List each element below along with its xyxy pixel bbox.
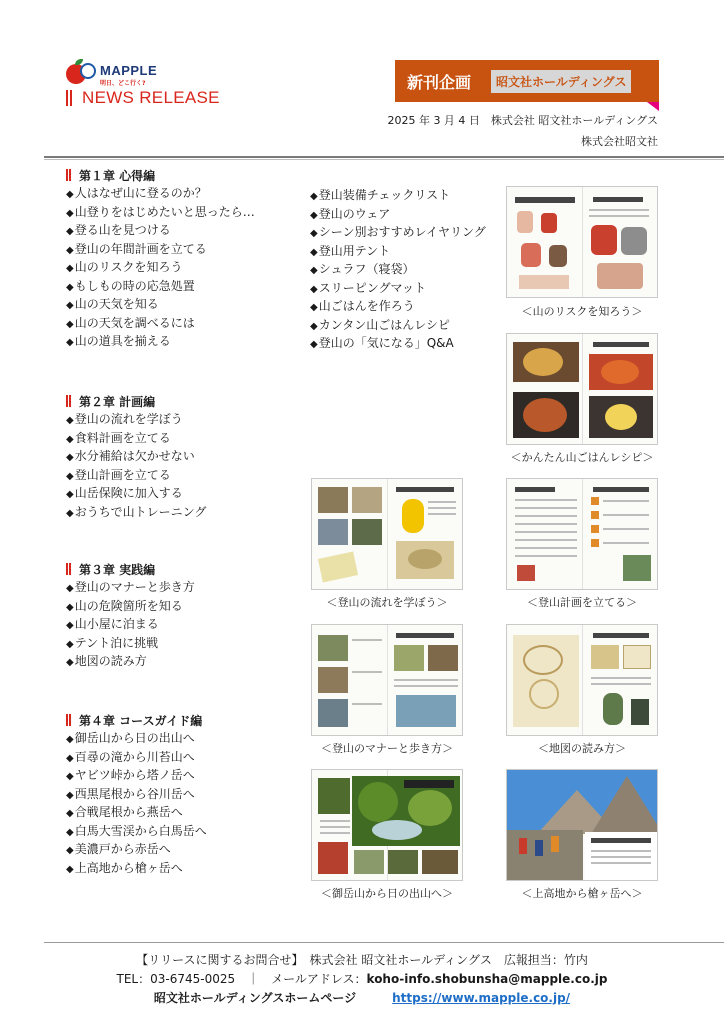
thumbnail-caption: ＜山のリスクを知ろう＞ [521,305,643,318]
thumbnail-caption: ＜かんたん山ごはんレシピ＞ [510,451,654,464]
double-bar-icon [66,714,71,726]
list-item: ◆ 山のリスクを知ろう [66,258,255,277]
list-item: ◆ おうちで山トレーニング [66,503,206,522]
list-item: ◆ 山岳保険に加入する [66,484,206,503]
list-item: ◆ 地図の読み方 [66,652,195,671]
double-bar-icon [66,90,72,106]
list-item: ◆ 登山のウェア [310,205,486,224]
chapter-items [66,578,195,671]
banner-company: 昭文社ホールディングス [491,70,631,93]
thumbnail-caption: ＜地図の読み方＞ [538,742,626,755]
double-bar-icon [66,395,71,407]
chapter-heading [66,711,207,729]
company-name: 株式会社昭文社 [581,135,658,148]
list-item: ◆ 登山装備チェックリスト [310,186,486,205]
page-thumbnail-risk [506,186,658,298]
page-thumbnail-manner [311,624,463,736]
footer-contact-details [0,970,724,987]
list-item: ◆ スリーピングマット [310,279,486,298]
list-item: ◆ 山小屋に泊まる [66,615,195,634]
thumbnail-caption: ＜上高地から槍ヶ岳へ＞ [521,887,643,900]
list-item: ◆ 白馬大雪渓から白馬岳へ [66,822,207,841]
news-release-heading [66,88,220,108]
list-item: ◆ 食料計画を立てる [66,429,206,448]
page-thumbnail-flow [311,478,463,590]
page-thumbnail-map [506,624,658,736]
new-publication-banner [395,60,659,102]
banner-title: 新刊企画 [407,72,472,92]
thumbnail-caption: ＜登山の流れを学ぼう＞ [326,596,448,609]
speech-bubble-icon [80,63,96,79]
list-item: ◆ 登山の流れを学ぼう [66,410,206,429]
list-item: ◆ ヤビツ峠から塔ノ岳へ [66,766,207,785]
page-thumbnail-plan [506,478,658,590]
footer-homepage-label: 昭文社ホールディングスホームページ [153,991,357,1005]
list-item: ◆ 山の危険箇所を知る [66,597,195,616]
list-item: ◆ 登山の年間計画を立てる [66,240,255,259]
banner-corner-accent [647,102,659,111]
list-item: ◆ カンタン山ごはんレシピ [310,316,486,335]
chapter-title: 第４章 コースガイド編 [79,713,203,728]
news-release-text: NEWS RELEASE [82,88,220,107]
list-item: ◆ 山の天気を知る [66,295,255,314]
footer-email-link[interactable]: koho-info.shobunsha@mapple.co.jp [366,972,608,986]
chapter-title: 第１章 心得編 [79,168,156,183]
list-item: ◆ 人はなぜ山に登るのか？ [66,184,255,203]
chapter-heading [66,392,206,410]
chapter-items [66,410,206,521]
list-item: ◆ 西黒尾根から谷川岳へ [66,785,207,804]
list-item: ◆ 山の道具を揃える [66,332,255,351]
footer-homepage [0,989,724,1006]
page-thumbnail-forest [311,769,463,881]
list-item: ◆ 登る山を見つける [66,221,255,240]
chapter-1 [66,166,255,351]
list-item: ◆ 美濃戸から赤岳へ [66,840,207,859]
chapter-title: 第３章 実践編 [79,562,156,577]
header-divider [44,156,724,158]
chapter-4 [66,711,207,877]
logo-tagline: 明日、どこ行く? [100,80,146,87]
list-item: ◆ 水分補給は欠かせない [66,447,206,466]
chapter-3 [66,560,195,671]
list-item: ◆ 合戦尾根から燕岳へ [66,803,207,822]
chapter-items [66,184,255,351]
chapter-title: 第２章 計画編 [79,394,156,409]
page-thumbnail-food [506,333,658,445]
list-item: ◆ もしもの時の応急処置 [66,277,255,296]
list-item: ◆ シーン別おすすめレイヤリング [310,223,486,242]
list-item: ◆ 山登りをはじめたいと思ったら… [66,203,255,222]
mapple-logo [66,62,176,90]
list-item: ◆ 山ごはんを作ろう [310,297,486,316]
list-item: ◆ 登山計画を立てる [66,466,206,485]
header-divider-thin [44,159,724,160]
list-item: ◆ 登山のマナーと歩き方 [66,578,195,597]
double-bar-icon [66,169,71,181]
thumbnail-caption: ＜登山計画を立てる＞ [527,596,637,609]
footer-divider [44,942,724,943]
chapter-2 [66,392,206,521]
list-item: ◆ 御岳山から日の出山へ [66,729,207,748]
chapter-heading [66,166,255,184]
chapter-1-items-column-2 [310,186,486,353]
list-item: ◆ テント泊に挑戦 [66,634,195,653]
logo-text: MAPPLE [100,63,158,78]
double-bar-icon [66,563,71,575]
list-item: ◆ 登山用テント [310,242,486,261]
footer-tel: TEL：03-6745-0025 ｜ メールアドレス： [116,972,367,986]
footer-contact: 【リリースに関するお問合せ】 株式会社 昭文社ホールディングス 広報担当：竹内 [136,953,588,967]
list-item: ◆ 百尋の滝から川苔山へ [66,748,207,767]
chapter-items [66,729,207,877]
list-item: ◆ シュラフ（寝袋） [310,260,486,279]
footer-homepage-link[interactable]: https://www.mapple.co.jp/ [392,991,571,1005]
release-date-line: 2025 年 3 月 4 日 株式会社 昭文社ホールディングス [387,114,658,127]
list-item: ◆ 登山の「気になる」Q&A [310,334,486,353]
chapter-heading [66,560,195,578]
thumbnail-caption: ＜御岳山から日の出山へ＞ [321,887,453,900]
list-item: ◆ 上高地から槍ヶ岳へ [66,859,207,878]
page-thumbnail-alpine [506,769,658,881]
thumbnail-caption: ＜登山のマナーと歩き方＞ [321,742,453,755]
list-item: ◆ 山の天気を調べるには [66,314,255,333]
